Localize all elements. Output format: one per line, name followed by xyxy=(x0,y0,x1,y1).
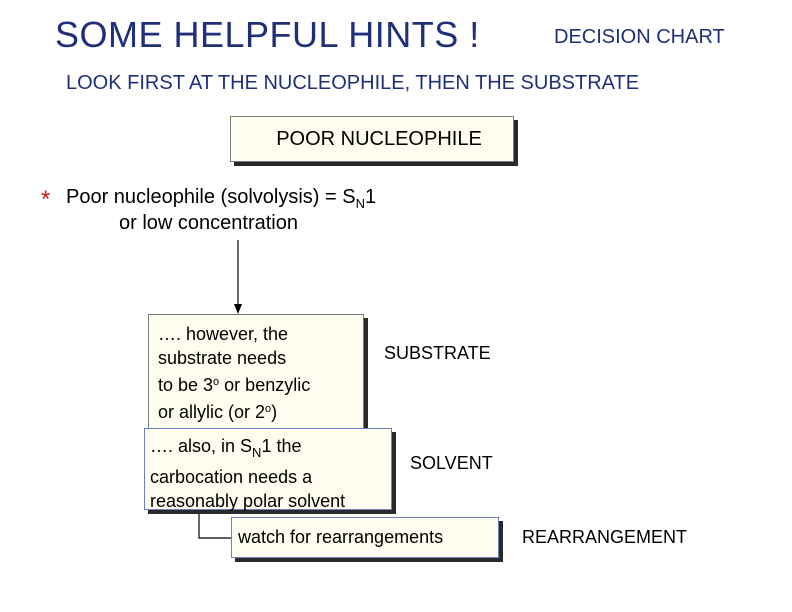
chart-subtitle: DECISION CHART xyxy=(554,26,725,48)
substrate-line-4-a: or allylic (or 2 xyxy=(158,402,266,422)
arrow-head-icon xyxy=(234,304,242,314)
hint-subscript: N xyxy=(355,196,365,211)
solvent-box xyxy=(144,428,392,510)
instruction-text: LOOK FIRST AT THE NUCLEOPHILE, THEN THE SUBSTRATE xyxy=(66,72,640,94)
hint-text-part2: 1 xyxy=(364,186,377,208)
substrate-line-3-a: to be 3 xyxy=(158,375,214,395)
solvent-line-3: reasonably polar solvent xyxy=(150,491,346,511)
solvent-label: SOLVENT xyxy=(410,453,493,473)
page-title: SOME HELPFUL HINTS ! xyxy=(55,14,480,55)
hint-text-part1: Poor nucleophile (solvolysis) = S xyxy=(66,186,356,208)
substrate-label: SUBSTRATE xyxy=(384,343,491,363)
rearrangement-label: REARRANGEMENT xyxy=(522,527,688,547)
substrate-line-2: substrate needs xyxy=(158,348,287,368)
solvent-line-1-b: 1 the xyxy=(261,436,302,456)
substrate-line-4 xyxy=(158,397,363,424)
substrate-line-3 xyxy=(158,370,363,397)
rearrangement-connector xyxy=(199,510,231,538)
solvent-line-1 xyxy=(150,434,391,465)
star-bullet-icon: * xyxy=(41,186,51,213)
rearrangement-box-label: watch for rearrangements xyxy=(238,527,444,547)
degree-superscript: o xyxy=(265,403,272,415)
substrate-box xyxy=(148,314,364,430)
rearrangement-box xyxy=(231,517,499,558)
poor-nucleophile-label: POOR NUCLEOPHILE xyxy=(276,127,482,150)
substrate-line-1: …. however, the xyxy=(158,324,289,344)
substrate-line-4-b: ) xyxy=(271,402,278,422)
degree-superscript: o xyxy=(213,376,220,388)
sn-subscript: N xyxy=(252,445,262,460)
solvent-line-1-a: …. also, in S xyxy=(150,436,253,456)
solvent-line-2: carbocation needs a xyxy=(150,467,313,487)
hint-line-2: or low concentration xyxy=(119,212,298,234)
substrate-line-3-b: or benzylic xyxy=(219,375,311,395)
